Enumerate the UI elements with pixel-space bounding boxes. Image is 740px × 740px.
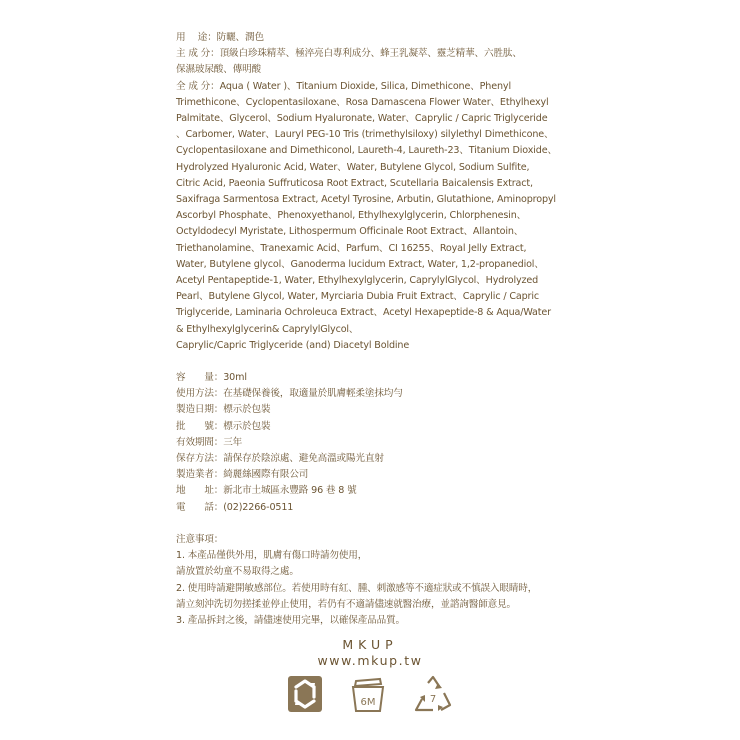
full-ingredients-line: Ascorbyl Phosphate、Phenoxyethanol, Ethylhexylglycerin, Chlorphenesin、 <box>176 210 527 222</box>
pao-label: 6M <box>360 697 376 708</box>
full-ingredients-line: Octyldodecyl Myristate, Lithospermum Officinale Root Extract、Allantoin、 <box>176 226 524 238</box>
recycle-number: 7 <box>429 694 437 705</box>
notice-lines <box>176 548 581 629</box>
product-info-line: 容 量：30ml <box>176 372 247 384</box>
product-info-line: 電 話：(02)2266-0511 <box>176 501 294 513</box>
notice-line: 請立刻沖洗切勿搓揉並停止使用，若仍有不適請儘速就醫治療，並諮詢醫師意見。 <box>176 598 516 610</box>
full-ingredients-line: Caprylic/Capric Triglyceride (and) Diacetyl Boldine <box>176 339 410 351</box>
full-ingredients-line: & Ethylhexylglycerin& CaprylylGlycol、 <box>176 323 359 335</box>
full-ingredients-line: Saxifraga Sarmentosa Extract, Acetyl Tyrosine, Arbutin, Glutathione, Aminopropyl <box>176 194 556 206</box>
full-ingredients-line: Pearl、Butylene Glycol, Water, Myrciaria Dubia Fruit Extract、Caprylic / Capric <box>176 291 539 303</box>
full-ingredients-line: 全 成 分：Aqua ( Water )、Titanium Dioxide, Silica, Dimethicone、Phenyl <box>176 80 511 92</box>
main-ingredients-line-2: 保濕玻尿酸、傳明酸 <box>176 64 261 76</box>
full-ingredients-line: Citric Acid, Paeonia Suffruticosa Root Extract, Scutellaria Baicalensis Extract, <box>176 177 533 189</box>
full-ingredients-line: Triglyceride, Laminaria Ochroleuca Extract、Acetyl Hexapeptide-8 & Aqua/Water <box>176 307 551 319</box>
full-ingredients-line: Trimethicone、Cyclopentasiloxane、Rosa Damascena Flower Water、Ethylhexyl <box>176 96 549 108</box>
notice-line: 2. 使用時請避開敏感部位。若使用時有紅、腫、刺激感等不適症狀或不慎誤入眼睛時， <box>176 582 538 594</box>
product-info-line: 有效期間：三年 <box>176 436 243 448</box>
full-ingredients-line: Acetyl Pentapeptide-1, Water, Ethylhexylglycerin, CaprylylGlycol、Hydrolyzed <box>176 275 539 287</box>
recycle-triangle-icon <box>413 675 453 713</box>
notice-line: 請放置於幼童不易取得之處。 <box>176 566 299 578</box>
product-info-line: 使用方法：在基礎保養後，取適量於肌膚輕柔塗抹均勻 <box>176 388 403 400</box>
icons-row <box>0 675 740 713</box>
notice-line: 1. 本產品僅供外用，肌膚有傷口時請勿使用， <box>176 550 368 562</box>
notice-title: 注意事項： <box>176 533 224 545</box>
main-ingredients-line-1: 主 成 分：頂級白珍珠精萃、極淬亮白專利成分、蜂王乳凝萃、靈芝精華、六胜肽、 <box>176 48 522 60</box>
full-ingredients <box>176 79 581 354</box>
full-ingredients-line: Triethanolamine、Tranexamic Acid、Parfum、CI 16255、Royal Jelly Extract, <box>176 242 527 254</box>
recycle-paper-icon <box>287 675 323 713</box>
product-info-line: 製造日期：標示於包裝 <box>176 404 271 416</box>
full-ingredients-line: Palmitate、Glycerol、Sodium Hyaluronate, Water、Caprylic / Capric Triglyceride <box>176 113 548 125</box>
usage-line: 用 途：防曬、潤色 <box>176 32 264 43</box>
full-ingredients-line: Hydrolyzed Hyaluronic Acid, Water、Water, Butylene Glycol, Sodium Sulfite, <box>176 161 530 173</box>
full-ingredients-line: Cyclopentasiloxane and Dimethiconol, Laureth-4, Laureth-23、Titanium Dioxide、 <box>176 145 557 157</box>
full-ingredients-line: 、Carbomer, Water、Lauryl PEG-10 Tris (trimethylsiloxy) silylethyl Dimethicone、 <box>176 129 554 141</box>
brand-name: MKUP <box>342 637 398 652</box>
pao-jar-icon <box>349 675 387 713</box>
product-info-line: 地 址：新北市土城區永豐路 96 巷 8 號 <box>176 485 357 497</box>
product-info-line: 保存方法：請保存於陰涼處、避免高溫或陽光直射 <box>176 453 384 465</box>
label-text <box>176 30 581 629</box>
full-ingredients-line: Water, Butylene glycol、Ganoderma lucidum Extract, Water, 1,2-propanediol、 <box>176 258 544 270</box>
product-info-line: 製造業者：綺麗絲國際有限公司 <box>176 469 309 481</box>
brand-url: www.mkup.tw <box>317 653 423 668</box>
notice-line: 3. 產品拆封之後，請儘速使用完畢，以確保產品品質。 <box>176 614 405 626</box>
product-info <box>176 370 581 516</box>
product-info-line: 批 號：標示於包裝 <box>176 420 271 432</box>
